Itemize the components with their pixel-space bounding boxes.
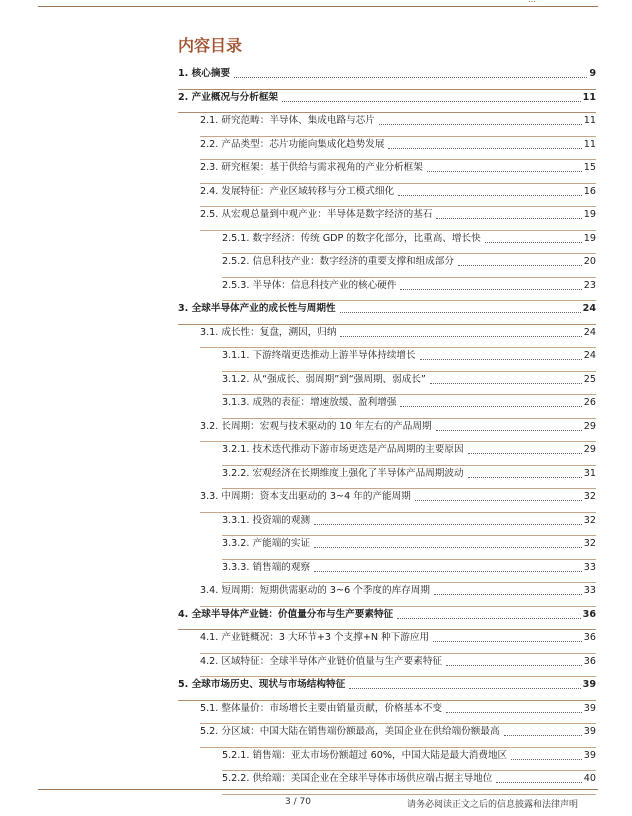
toc-entry-page[interactable]: 11 xyxy=(583,138,596,150)
toc-entry-page[interactable]: 40 xyxy=(583,773,596,784)
toc-dot-leader xyxy=(496,771,581,783)
toc-entry-page[interactable]: 16 xyxy=(583,185,596,197)
toc-entry[interactable] xyxy=(178,701,596,725)
toc-entry-title[interactable]: 2.5.2. 信息科技产业：数字经济的重要支撑和组成部分 xyxy=(222,256,454,267)
toc-entry-title[interactable]: 2. 产业概况与分析框架 xyxy=(178,91,279,103)
toc-dot-leader xyxy=(485,231,582,243)
toc-dot-leader xyxy=(446,701,582,713)
toc-entry[interactable] xyxy=(178,771,596,795)
toc-entry-title[interactable]: 3.3.1. 投资端的观测 xyxy=(222,514,311,526)
toc-dot-leader xyxy=(400,278,581,290)
toc-entry-title[interactable]: 5. 全球市场历史、现状与市场结构特征 xyxy=(178,679,346,690)
toc-entry-page[interactable]: 39 xyxy=(583,726,596,737)
toc-dot-leader xyxy=(340,325,581,337)
toc-entry-page[interactable]: 11 xyxy=(582,91,596,103)
toc-entry-title[interactable]: 3.2.2. 宏观经济在长期维度上强化了半导体产品周期波动 xyxy=(222,467,464,479)
toc-entry[interactable] xyxy=(178,348,596,372)
toc-entry-title[interactable]: 3.3. 中周期：资本支出驱动的 3~4 年的产能周期 xyxy=(200,491,411,502)
toc-entry-title[interactable]: 2.2. 产品类型：芯片功能向集成化趋势发展 xyxy=(200,138,385,150)
toc-entry-page[interactable]: 23 xyxy=(583,279,596,291)
toc-entry-title[interactable]: 3.4. 短周期：短期供需驱动的 3~6 个季度的库存周期 xyxy=(200,585,430,596)
toc-entry[interactable] xyxy=(178,419,596,443)
toc-entry[interactable] xyxy=(178,66,596,90)
toc-entry-page[interactable]: 29 xyxy=(583,444,596,455)
toc-dot-leader xyxy=(314,560,582,572)
toc-entry-page[interactable]: 31 xyxy=(583,467,596,479)
toc-entry[interactable] xyxy=(178,372,596,396)
toc-dot-leader xyxy=(282,90,581,102)
toc-entry[interactable] xyxy=(178,395,596,419)
toc-entry-title[interactable]: 3.2. 长周期：宏观与技术驱动的 10 年左右的产品周期 xyxy=(200,420,432,432)
toc-dot-leader xyxy=(397,607,581,619)
toc-entry[interactable] xyxy=(178,654,596,678)
toc-entry-title[interactable]: 5.2.2. 供给端：美国企业在全球半导体市场供应端占据主导地位 xyxy=(222,773,493,784)
toc-dot-leader xyxy=(234,66,587,78)
toc-dot-leader xyxy=(400,395,581,407)
toc-entry-page[interactable]: 33 xyxy=(583,561,596,573)
toc-dot-leader xyxy=(388,137,581,149)
toc-entry-page[interactable]: 39 xyxy=(583,702,596,714)
toc-entry-title[interactable]: 5.1. 整体量价：市场增长主要由销量贡献，价格基本不变 xyxy=(200,702,443,714)
toc-entry-page[interactable]: 32 xyxy=(583,491,596,502)
toc-entry-page[interactable]: 26 xyxy=(583,397,596,408)
toc-entry-title[interactable]: 3.1.2. 从“强成长、弱周期”到“强周期、弱成长” xyxy=(222,373,426,385)
toc-entry[interactable] xyxy=(178,489,596,513)
toc-entry-title[interactable]: 3.3.2. 产能端的实证 xyxy=(222,538,311,549)
toc-row-divider xyxy=(222,794,596,795)
toc-dot-leader xyxy=(468,466,582,478)
toc-dot-leader xyxy=(314,513,582,525)
toc-entry[interactable] xyxy=(178,254,596,278)
toc-dot-leader xyxy=(379,113,582,125)
toc-entry[interactable] xyxy=(178,630,596,654)
toc-entry-title[interactable]: 4.2. 区域特征：全球半导体产业链价值量与生产要素特征 xyxy=(200,655,443,667)
toc-dot-leader xyxy=(436,207,581,219)
toc-entry[interactable] xyxy=(178,513,596,537)
toc-entry-title[interactable]: 3.2.1. 技术迭代推动下游市场更迭是产品周期的主要原因 xyxy=(222,444,464,455)
page-title: 内容目录 xyxy=(178,36,243,55)
toc-entry-page[interactable]: 36 xyxy=(582,608,596,620)
toc-entry-title[interactable]: 3.1.1. 下游终端更迭推动上游半导体持续增长 xyxy=(222,350,416,361)
toc-entry-title[interactable]: 2.5. 从宏观总量到中观产业：半导体是数字经济的基石 xyxy=(200,209,433,220)
toc-entry[interactable] xyxy=(178,160,596,184)
toc-entry[interactable] xyxy=(178,724,596,748)
toc-dot-leader xyxy=(427,160,582,172)
toc-dot-leader xyxy=(436,419,582,431)
toc-entry-title[interactable]: 5.2. 分区域：中国大陆在销售端份额最高，美国企业在供给端份额最高 xyxy=(200,726,500,737)
toc-entry-title[interactable]: 3.1.3. 成熟的表征：增速放缓、盈利增强 xyxy=(222,397,397,408)
toc-entry[interactable] xyxy=(178,231,596,255)
toc-entry[interactable] xyxy=(178,536,596,560)
toc-entry[interactable] xyxy=(178,301,596,325)
toc-entry-page[interactable]: 24 xyxy=(583,350,596,361)
toc-dot-leader xyxy=(433,630,582,642)
toc-entry-page[interactable]: 32 xyxy=(583,538,596,549)
toc-entry[interactable] xyxy=(178,607,596,631)
toc-entry-page[interactable]: 15 xyxy=(583,162,596,173)
toc-entry[interactable] xyxy=(178,442,596,466)
toc-entry[interactable] xyxy=(178,583,596,607)
toc-entry[interactable] xyxy=(178,278,596,302)
toc-entry-page[interactable]: 39 xyxy=(582,679,596,690)
toc-entry-page[interactable]: 24 xyxy=(583,326,596,338)
header-mark xyxy=(528,0,537,4)
toc-entry-title[interactable]: 4. 全球半导体产业链：价值量分布与生产要素特征 xyxy=(178,608,394,620)
toc-entry-page[interactable]: 29 xyxy=(583,420,596,432)
toc-entry-title[interactable]: 2.1. 研究范畴：半导体、集成电路与芯片 xyxy=(200,115,375,126)
page-number: 3 / 70 xyxy=(285,797,311,807)
toc-dot-leader xyxy=(420,348,582,360)
toc-entry-page[interactable]: 36 xyxy=(583,632,596,643)
toc-dot-leader xyxy=(349,677,580,689)
toc-entry-title[interactable]: 2.5.3. 半导体：信息科技产业的核心硬件 xyxy=(222,279,397,291)
toc-entry[interactable] xyxy=(178,748,596,772)
toc-entry[interactable] xyxy=(178,466,596,490)
toc-dot-leader xyxy=(415,489,582,501)
toc-entry-title[interactable]: 2.4. 发展特征：产业区域转移与分工模式细化 xyxy=(200,185,395,197)
toc-entry-page[interactable]: 33 xyxy=(583,585,596,596)
toc-dot-leader xyxy=(434,583,582,595)
toc-entry-page[interactable]: 19 xyxy=(583,232,596,244)
toc-entry-title[interactable]: 2.5.1. 数字经济：传统 GDP 的数字化部分，比重高、增长快 xyxy=(222,232,481,244)
toc-dot-leader xyxy=(504,724,582,736)
footer-rule xyxy=(38,789,598,790)
toc-entry-title[interactable]: 1. 核心摘要 xyxy=(178,68,231,79)
table-of-contents xyxy=(178,66,596,795)
toc-entry[interactable] xyxy=(178,184,596,208)
toc-entry[interactable] xyxy=(178,677,596,701)
toc-dot-leader xyxy=(314,536,582,548)
toc-entry[interactable] xyxy=(178,207,596,231)
toc-entry-page[interactable]: 19 xyxy=(583,209,596,220)
toc-entry-title[interactable]: 3.3.3. 销售端的观察 xyxy=(222,561,311,573)
toc-dot-leader xyxy=(468,442,582,454)
toc-entry-title[interactable]: 3.1. 成长性：复盘，溯因，归纳 xyxy=(200,326,337,338)
toc-entry-title[interactable]: 4.1. 产业链概况：3 大环节+3 个支撑+N 种下游应用 xyxy=(200,632,430,643)
toc-dot-leader xyxy=(458,254,582,266)
toc-entry-page[interactable]: 20 xyxy=(583,256,596,267)
toc-entry-title[interactable]: 3. 全球半导体产业的成长性与周期性 xyxy=(178,303,336,314)
toc-dot-leader xyxy=(430,372,582,384)
toc-entry-page[interactable]: 24 xyxy=(582,303,596,314)
footer-disclaimer: 请务必阅读正文之后的信息披露和法律声明 xyxy=(407,800,579,810)
toc-entry-page[interactable]: 36 xyxy=(583,655,596,667)
toc-entry[interactable] xyxy=(178,90,596,114)
toc-dot-leader xyxy=(398,184,582,196)
toc-entry-page[interactable]: 39 xyxy=(583,749,596,761)
toc-entry[interactable] xyxy=(178,137,596,161)
toc-entry[interactable] xyxy=(178,113,596,137)
toc-entry[interactable] xyxy=(178,325,596,349)
toc-dot-leader xyxy=(340,301,581,313)
toc-entry-page[interactable]: 11 xyxy=(583,115,596,126)
toc-dot-leader xyxy=(511,748,582,760)
toc-entry-title[interactable]: 2.3. 研究框架：基于供给与需求视角的产业分析框架 xyxy=(200,162,423,173)
toc-entry-page[interactable]: 32 xyxy=(583,514,596,526)
toc-entry[interactable] xyxy=(178,560,596,584)
toc-entry-title[interactable]: 5.2.1. 销售端：亚太市场份额超过 60%，中国大陆是最大消费地区 xyxy=(222,749,508,761)
header-rule xyxy=(38,6,598,7)
toc-entry-page[interactable]: 25 xyxy=(583,373,596,385)
toc-dot-leader xyxy=(446,654,582,666)
toc-entry-page[interactable]: 9 xyxy=(589,68,596,79)
